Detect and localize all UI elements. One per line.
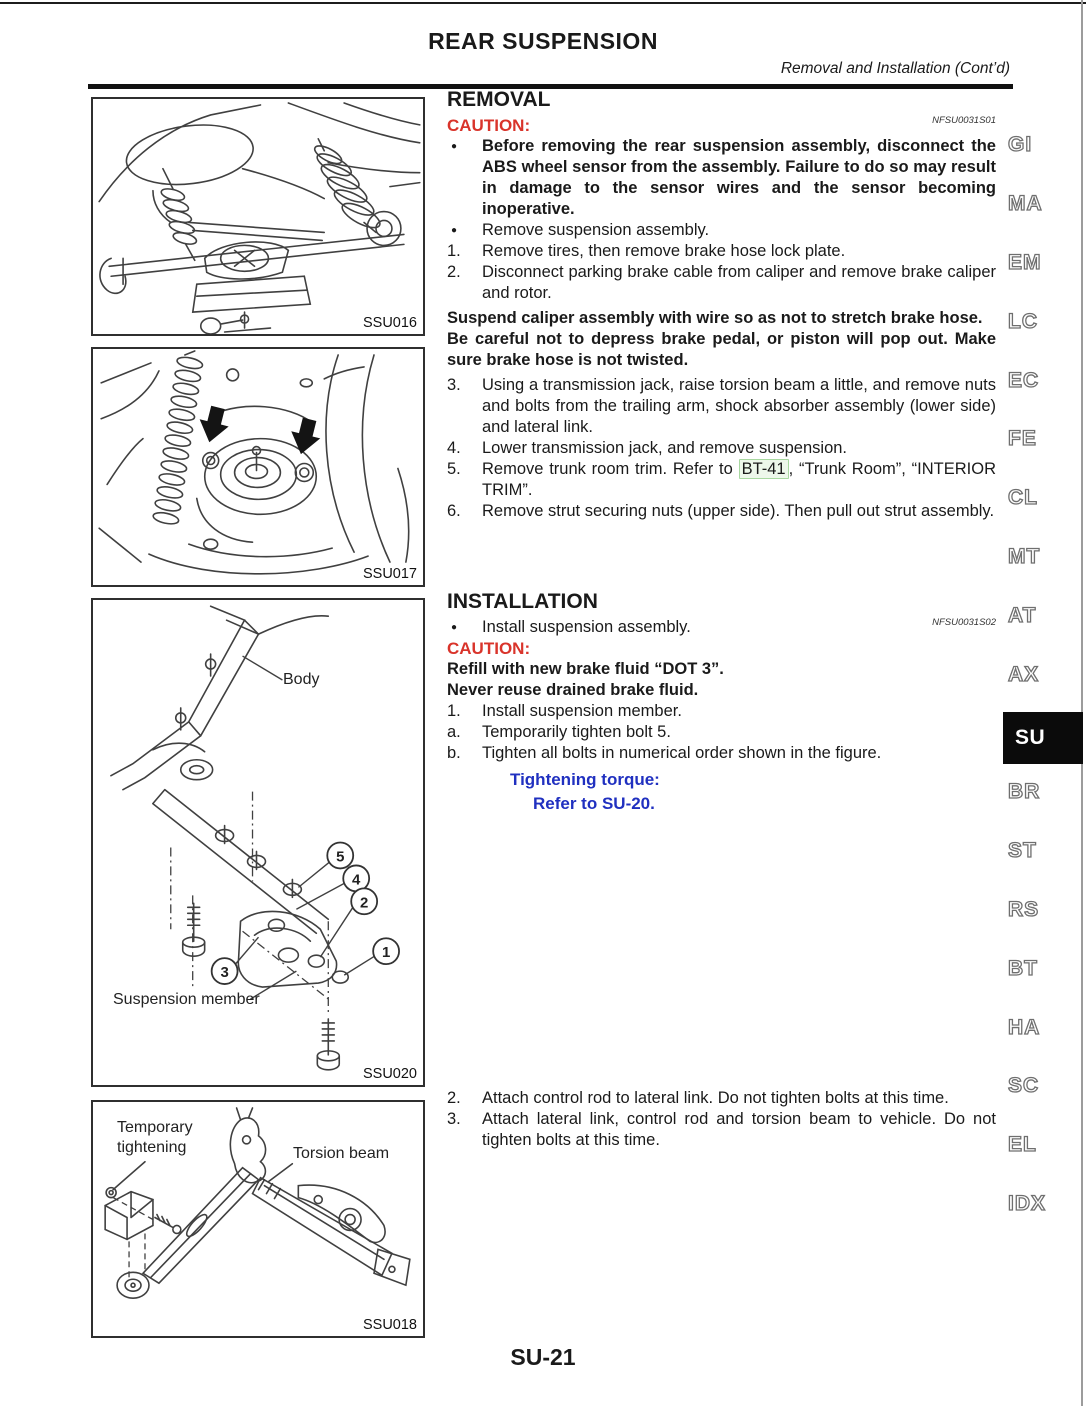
step-number: 3. [447,1110,461,1128]
suspension-member-bolt-order-illustration [93,600,423,1085]
figure-code: SSU018 [359,1317,417,1333]
caution-text: Refill with new brake fluid “DOT 3”. [447,660,724,678]
sidebar-tab-ec[interactable]: EC [1008,369,1040,392]
list-text [482,459,996,501]
list-text: Install suspension member. [482,702,682,720]
callout-3: 3 [220,964,229,982]
step-number: 4. [447,439,461,457]
removal-ref-code: NFSU0031S01 [932,115,996,126]
list-text: Attach lateral link, control rod and torsion beam to vehicle. Do not tighten bolts at this time. [482,1110,996,1149]
sidebar-tab-br[interactable]: BR [1008,780,1041,803]
bullet-marker: ● [451,141,458,152]
sidebar-tab-ax[interactable]: AX [1008,663,1040,686]
step-number: 1. [447,242,461,260]
list-item [447,136,996,220]
installation-heading: INSTALLATION [447,590,598,613]
sidebar-tab-el[interactable]: EL [1008,1133,1037,1156]
bt-41-reference-link[interactable]: BT-41 [739,459,789,479]
list-item [447,241,996,262]
step-number: 1. [447,702,461,720]
list-text: Remove suspension assembly. [482,221,710,239]
su-20-reference-link[interactable]: Refer to SU-20. [533,794,655,813]
sidebar-tab-fe[interactable]: FE [1008,427,1037,450]
list-item [447,722,996,743]
list-item [447,501,996,522]
list-text: Remove strut securing nuts (upper side). Then pull out strut assembly. [482,502,995,520]
page-title: REAR SUSPENSION [428,28,658,54]
temporary-tightening-label: Temporary tightening [117,1119,193,1156]
step-number: 5. [447,460,461,478]
sidebar-tab-rs[interactable]: RS [1008,898,1040,921]
list-text: Attach control rod to lateral link. Do not tighten bolts at this time. [482,1089,949,1107]
list-item [447,701,996,722]
list-item [447,438,996,459]
removal-section [447,88,996,522]
list-item [447,743,996,764]
list-item [447,1088,996,1109]
sidebar-tab-at[interactable]: AT [1008,604,1037,627]
torsion-beam-label: Torsion beam [293,1145,390,1162]
sidebar-tab-ma[interactable]: MA [1008,192,1043,215]
step-text-post: , “Trunk Room”, “INTERIOR TRIM”. [482,460,996,499]
callout-4: 4 [352,871,361,889]
removal-heading: REMOVAL [447,88,551,111]
page-right-border [1081,0,1083,1406]
suspension-member-label: Suspension member [113,991,260,1008]
list-text: Install suspension assembly. [482,618,691,636]
page-number: SU-21 [510,1344,576,1370]
sidebar-tab-mt[interactable]: MT [1008,545,1041,568]
figure-code: SSU016 [359,315,417,331]
page-top-border [0,2,1086,4]
section-subtitle: Removal and Installation (Cont’d) [780,60,1010,77]
sidebar-tab-cl[interactable]: CL [1008,486,1038,509]
bullet-marker: ● [451,622,458,633]
body-label: Body [283,671,320,688]
callout-5: 5 [336,848,345,866]
callout-1: 1 [381,944,391,962]
callout-numbers [212,843,399,985]
strut-mount-arrows-illustration [93,349,423,585]
attach-steps-section [447,1088,996,1151]
step-number: 3. [447,376,461,394]
figure-ssu017 [91,347,425,587]
callout-2: 2 [360,894,369,912]
list-item [447,1109,996,1151]
bullet-marker: ● [451,225,458,236]
caution-text: Never reuse drained brake fluid. [447,681,699,699]
figure-ssu020 [91,598,425,1087]
sidebar-tab-em[interactable]: EM [1008,251,1042,274]
list-item [447,262,996,304]
list-text: Before removing the rear suspension assembly, disconnect the ABS wheel sensor from the assembly. Failure to do so may result in damage to the sensor wires and the sensor becoming inoperative. [482,137,996,218]
list-item [447,617,996,638]
step-number: 2. [447,263,461,281]
tightening-torque-label: Tightening torque: [510,770,660,789]
sidebar-tab-gi[interactable]: GI [1008,133,1033,156]
list-text: Disconnect parking brake cable from caliper and remove brake caliper and rotor. [482,263,996,302]
figure-ssu018 [91,1100,425,1338]
list-text: Remove tires, then remove brake hose lock plate. [482,242,846,260]
step-number: 6. [447,502,461,520]
figure-code: SSU020 [359,1066,417,1082]
figure-ssu016 [91,97,425,336]
sidebar-tab-st[interactable]: ST [1008,839,1037,862]
sidebar-tab-lc[interactable]: LC [1008,310,1038,333]
installation-ref-code: NFSU0031S02 [932,617,996,628]
warning-text: Suspend caliper assembly with wire so as not to stretch brake hose. [447,309,983,327]
list-text: Temporarily tighten bolt 5. [482,723,671,741]
installation-section [447,590,996,815]
list-text: Tighten all bolts in numerical order shown in the figure. [482,744,882,762]
sidebar-tab-ha[interactable]: HA [1008,1016,1041,1039]
suspension-assembly-jack-illustration [93,99,423,334]
list-text: Using a transmission jack, raise torsion beam a little, and remove nuts and bolts from the trailing arm, shock absorber assembly (lower side) and lateral link. [482,376,996,436]
list-item [447,220,996,241]
sidebar-tab-bt[interactable]: BT [1008,957,1038,980]
warning-text: Be careful not to depress brake pedal, or piston will pop out. Make sure brake hose is not twisted. [447,330,996,369]
step-letter: b. [447,744,461,762]
removal-caution-label: CAUTION: [447,116,531,135]
installation-caution-label: CAUTION: [447,639,531,658]
step-text-pre: Remove trunk room trim. Refer to [482,460,739,478]
step-letter: a. [447,723,461,741]
figure-code: SSU017 [359,566,417,582]
sidebar-tab-idx[interactable]: IDX [1008,1192,1047,1215]
list-text: Lower transmission jack, and remove suspension. [482,439,848,457]
step-number: 2. [447,1089,461,1107]
list-item [447,459,996,501]
sidebar-tab-sc[interactable]: SC [1008,1074,1040,1097]
list-item [447,375,996,438]
sidebar-tab-su-active[interactable]: SU [1003,712,1083,764]
